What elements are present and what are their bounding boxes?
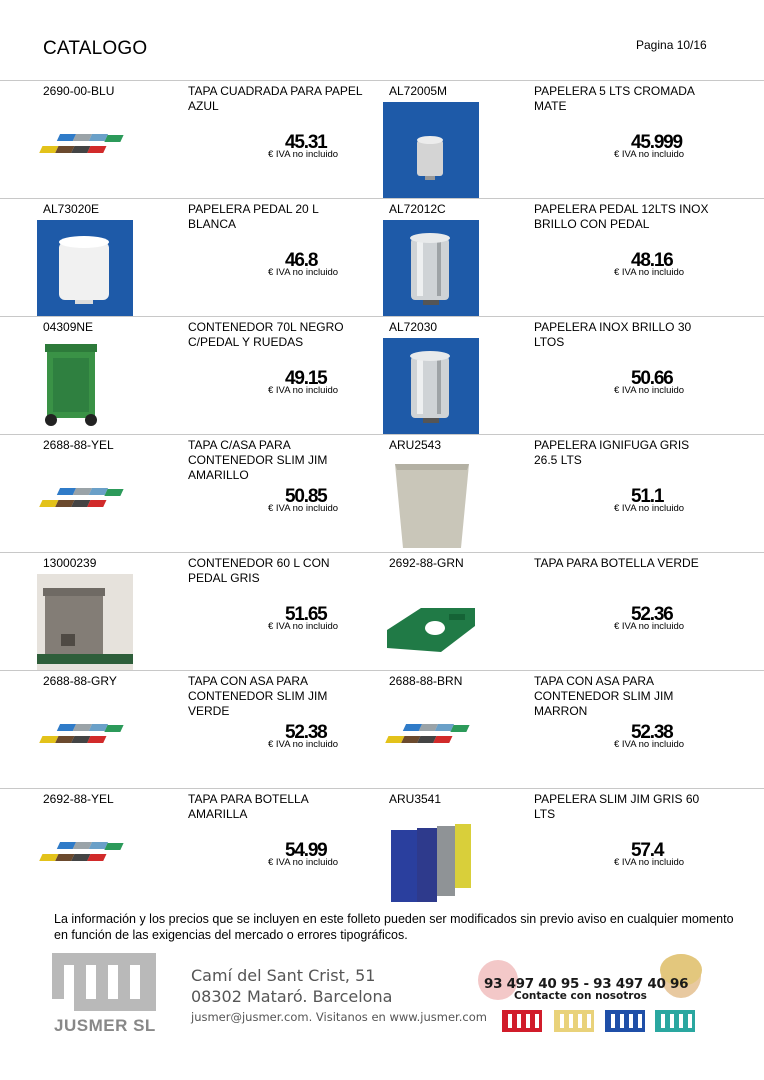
product-image — [383, 102, 479, 198]
product-card — [383, 435, 729, 552]
product-description: CONTENEDOR 70L NEGRO C/PEDAL Y RUEDAS — [188, 320, 344, 349]
product-price: 50.85 — [285, 486, 327, 507]
vat-note: € IVA no incluido — [268, 857, 339, 868]
product-code: ARU3541 — [389, 792, 442, 806]
product-description: PAPELERA SLIM JIM GRIS 60 LTS — [534, 792, 700, 821]
product-code: 2688-88-GRY — [43, 674, 117, 688]
contact-block — [474, 950, 710, 1040]
product-code: 04309NE — [43, 320, 94, 334]
product-row — [0, 788, 764, 906]
address-line-1: Camí del Sant Crist, 51 — [191, 966, 376, 985]
product-price: 48.16 — [631, 250, 673, 271]
product-price: 52.38 — [285, 722, 327, 743]
product-price: 51.65 — [285, 604, 327, 625]
product-card — [37, 317, 383, 434]
vat-note: € IVA no incluido — [268, 503, 339, 514]
disclaimer-text: La información y los precios que se incluyen en este folleto pueden ser modificados sin previo aviso en cualquier momento en función de las exigencias del mercado o errores tipográficos. — [54, 912, 734, 942]
vat-note: € IVA no incluido — [614, 621, 685, 632]
product-image — [37, 220, 133, 316]
product-grid — [0, 80, 764, 906]
product-image — [383, 338, 479, 434]
product-description: CONTENEDOR 60 L CON PEDAL GRIS — [188, 556, 330, 585]
product-image — [37, 456, 133, 552]
product-description: PAPELERA IGNIFUGA GRIS 26.5 LTS — [534, 438, 690, 467]
contact-label: Contacte con nosotros — [514, 990, 647, 1002]
product-row — [0, 316, 764, 434]
product-description: PAPELERA PEDAL 20 L BLANCA — [188, 202, 319, 231]
product-image — [37, 574, 133, 670]
company-name: JUSMER SL — [54, 1016, 156, 1035]
product-row — [0, 552, 764, 670]
product-image — [37, 810, 133, 906]
product-image — [37, 102, 133, 198]
product-card — [37, 199, 383, 316]
page-header — [0, 0, 764, 80]
vat-note: € IVA no incluido — [614, 503, 685, 514]
product-price: 57.4 — [631, 840, 664, 861]
address-line-2: 08302 Mataró. Barcelona — [191, 987, 393, 1006]
product-description: TAPA C/ASA PARA CONTENEDOR SLIM JIM AMARILLO — [188, 438, 328, 482]
product-row — [0, 80, 764, 198]
product-row — [0, 198, 764, 316]
product-code: 2688-88-YEL — [43, 438, 114, 452]
product-card — [37, 553, 383, 670]
product-card — [37, 789, 383, 906]
product-image — [383, 220, 479, 316]
product-code: AL72005M — [389, 84, 448, 98]
vat-note: € IVA no incluido — [614, 385, 685, 396]
product-price: 54.99 — [285, 840, 327, 861]
product-card — [37, 81, 383, 198]
company-address — [191, 965, 487, 1028]
vat-note: € IVA no incluido — [268, 621, 339, 632]
product-image — [37, 338, 133, 434]
product-description: PAPELERA PEDAL 12LTS INOX BRILLO CON PEDAL — [534, 202, 709, 231]
vat-note: € IVA no incluido — [268, 385, 339, 396]
product-code: AL73020E — [43, 202, 100, 216]
product-description: PAPELERA 5 LTS CROMADA MATE — [534, 84, 695, 113]
vat-note: € IVA no incluido — [614, 267, 685, 278]
vat-note: € IVA no incluido — [268, 267, 339, 278]
product-price: 49.15 — [285, 368, 327, 389]
product-price: 46.8 — [285, 250, 318, 271]
web-line: jusmer@jusmer.com. Visitanos en www.jusmer.com — [191, 1010, 487, 1024]
product-card — [37, 435, 383, 552]
page-title: CATALOGO — [43, 38, 148, 59]
phone-numbers: 93 497 40 95 - 93 497 40 96 — [484, 976, 689, 992]
product-image — [383, 574, 479, 670]
product-price: 50.66 — [631, 368, 673, 389]
product-description: TAPA CON ASA PARA CONTENEDOR SLIM JIM MARRON — [534, 674, 674, 718]
product-image — [383, 692, 479, 788]
product-code: AL72012C — [389, 202, 446, 216]
product-image — [37, 692, 133, 788]
product-code: ARU2543 — [389, 438, 442, 452]
product-price: 52.36 — [631, 604, 673, 625]
product-image — [383, 810, 479, 906]
vat-note: € IVA no incluido — [614, 739, 685, 750]
page-number: Pagina 10/16 — [636, 38, 707, 52]
product-row — [0, 670, 764, 788]
product-price: 52.38 — [631, 722, 673, 743]
vat-note: € IVA no incluido — [614, 149, 685, 160]
product-description: PAPELERA INOX BRILLO 30 LTOS — [534, 320, 692, 349]
product-description: TAPA PARA BOTELLA VERDE — [534, 556, 699, 570]
vat-note: € IVA no incluido — [614, 857, 685, 868]
product-card — [383, 671, 729, 788]
product-card — [383, 789, 729, 906]
product-code: 2692-88-GRN — [389, 556, 464, 570]
product-price: 51.1 — [631, 486, 664, 507]
product-card — [383, 81, 729, 198]
product-image — [383, 456, 479, 552]
product-code: AL72030 — [389, 320, 438, 334]
product-price: 45.999 — [631, 132, 682, 153]
company-logo — [46, 949, 162, 1039]
vat-note: € IVA no incluido — [268, 739, 339, 750]
vat-note: € IVA no incluido — [268, 149, 339, 160]
product-card — [383, 317, 729, 434]
product-price: 45.31 — [285, 132, 327, 153]
product-code: 2688-88-BRN — [389, 674, 463, 688]
product-description: TAPA CUADRADA PARA PAPEL AZUL — [188, 84, 363, 113]
product-description: TAPA PARA BOTELLA AMARILLA — [188, 792, 309, 821]
product-card — [383, 553, 729, 670]
product-code: 2692-88-YEL — [43, 792, 114, 806]
product-code: 13000239 — [43, 556, 97, 570]
product-card — [37, 671, 383, 788]
product-description: TAPA CON ASA PARA CONTENEDOR SLIM JIM VERDE — [188, 674, 328, 718]
product-card — [383, 199, 729, 316]
product-code: 2690-00-BLU — [43, 84, 115, 98]
product-row — [0, 434, 764, 552]
